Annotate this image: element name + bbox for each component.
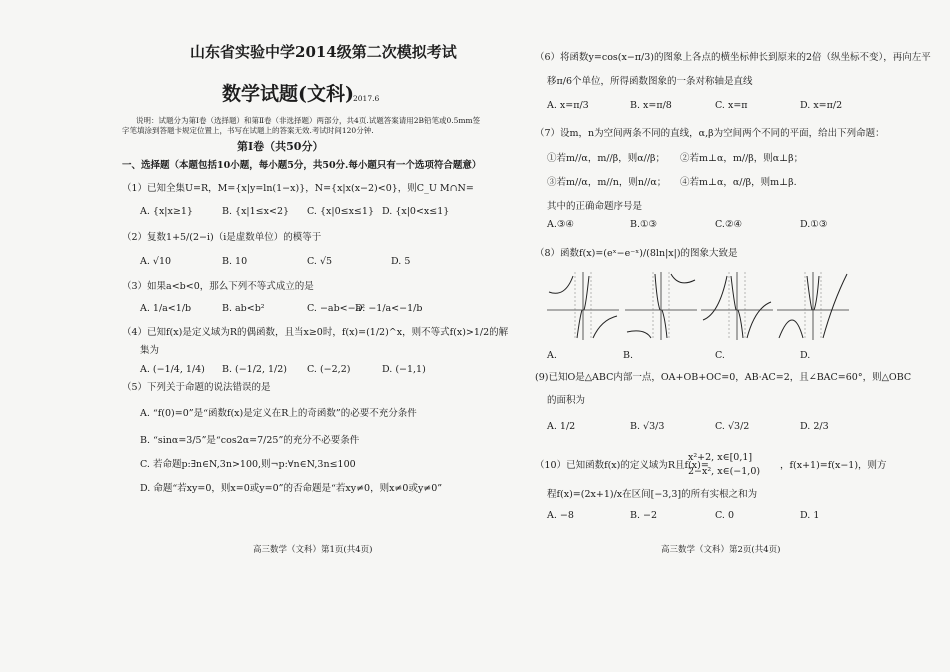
question-7-stem-2: 其中的正确命题序号是 (547, 201, 643, 212)
q2-option-d: D. 5 (391, 256, 411, 267)
right-page (475, 0, 950, 672)
q6-option-c: C. x=π (715, 100, 748, 111)
exam-title: 山东省实验中学2014级第二次模拟考试 (190, 43, 457, 61)
question-1-stem: （1）已知全集U=R，M={x|y=ln(1−x)}，N={x|x(x−2)<0}，则C_U M∩N= (122, 183, 474, 194)
q9-option-b: B. √3/3 (630, 421, 665, 432)
question-8-stem: （8）函数f(x)=(eˣ−e⁻ˣ)/(8ln|x|)的图象大致是 (535, 248, 738, 259)
q1-option-d: D. {x|0<x≤1} (382, 206, 450, 217)
section-title: 第Ⅰ卷（共50分） (237, 140, 324, 153)
q1-option-c: C. {x|0≤x≤1} (307, 206, 374, 217)
q3-option-a: A. 1/a<1/b (140, 303, 192, 314)
q10-option-b: B. −2 (630, 510, 658, 521)
q5-option-d: D. 命题“若xy=0，则x=0或y=0”的否命题是“若xy≠0，则x≠0或y≠0” (140, 483, 443, 494)
q3-option-c: C. −ab<−a² (307, 303, 366, 314)
q4-option-a: A. (−1/4, 1/4) (140, 364, 205, 375)
q6-option-b: B. x=π/8 (630, 100, 672, 111)
exam-date: 2017.6 (353, 94, 380, 103)
question-7-stem: （7）设m，n为空间两条不同的直线，α,β为空间两个不同的平面，给出下列命题： (535, 128, 885, 139)
q3-option-b: B. ab<b² (222, 303, 265, 314)
q7-option-d: D.①③ (800, 219, 828, 230)
q4-option-c: C. (−2,2) (307, 364, 351, 375)
q9-option-a: A. 1/2 (547, 421, 576, 432)
q7-proposition-2: ②若m⊥α，m//β，则α⊥β； (680, 153, 804, 164)
q5-option-a: A. “f(0)=0”是“函数f(x)是定义在R上的奇函数”的必要不充分条件 (140, 408, 417, 419)
instructions-line-2: 字笔填涂到答题卡规定位置上，书写在试题上的答案无效.考试时间120分钟. (122, 126, 374, 135)
left-footer: 高三数学（文科）第1页(共4页) (253, 545, 373, 555)
q6-option-d: D. x=π/2 (800, 100, 843, 111)
question-2-stem: （2）复数1+5/(2−i)（i是虚数单位）的模等于 (122, 232, 322, 243)
q7-proposition-1: ①若m//α，m//β，则α//β； (547, 153, 666, 164)
question-3-stem: （3）如果a<b<0，那么下列不等式成立的是 (122, 281, 314, 292)
q9-option-c: C. √3/2 (715, 421, 750, 432)
q10-piece-1: x²+2, x∈[0,1] (688, 452, 753, 463)
q10-option-a: A. −8 (547, 510, 574, 521)
q7-option-b: B.①③ (630, 219, 658, 230)
q6-option-a: A. x=π/3 (547, 100, 589, 111)
graph-a (547, 272, 619, 340)
question-10-stem-tail: ，f(x+1)=f(x−1)，则方 (780, 460, 887, 471)
q7-proposition-4: ④若m⊥α，α//β，则m⊥β. (680, 177, 797, 188)
question-9-stem-2: 的面积为 (547, 395, 586, 406)
q8-option-c: C. (715, 350, 725, 361)
q10-option-d: D. 1 (800, 510, 820, 521)
q3-option-d: D. −1/a<−1/b (355, 303, 423, 314)
instructions-line-1: 说明：试题分为第Ⅰ卷（选择题）和第Ⅱ卷（非选择题）两部分，共4页.试题答案请用2B铅笔或0.5mm签 (136, 116, 481, 125)
q10-piece-2: 2−x², x∈(−1,0) (688, 466, 761, 477)
question-6-stem-2: 移π/6个单位，所得函数图象的一条对称轴是直线 (547, 76, 753, 87)
q7-proposition-3: ③若m//α，m//n，则n//α； (547, 177, 667, 188)
subject-title: 数学试题(文科) (222, 83, 354, 105)
q10-option-c: C. 0 (715, 510, 735, 521)
question-5-stem: （5）下列关于命题的说法错误的是 (122, 382, 271, 393)
question-4-stem-2: 集为 (140, 345, 160, 356)
q4-option-b: B. (−1/2, 1/2) (222, 364, 288, 375)
question-10-stem: （10）已知函数f(x)的定义域为R且f(x)= (535, 460, 709, 471)
q5-option-c: C. 若命题p:∃n∈N,3n>100,则¬p:∀n∈N,3n≤100 (140, 459, 356, 470)
q2-option-b: B. 10 (222, 256, 248, 267)
q1-option-a: A. {x|x≥1} (140, 206, 193, 217)
q7-option-a: A.③④ (547, 219, 574, 230)
graph-b (625, 272, 697, 340)
q8-option-b: B. (623, 350, 634, 361)
question-9-stem: (9)已知O是△ABC内部一点，OA+OB+OC=0，AB·AC=2，且∠BAC=60°，则△OBC (535, 372, 912, 383)
q1-option-b: B. {x|1≤x<2} (222, 206, 290, 217)
question-6-stem: （6）将函数y=cos(x−π/3)的图象上各点的横坐标伸长到原来的2倍（纵坐标不变），再向左平 (535, 52, 931, 63)
question-4-stem: （4）已知f(x)是定义域为R的偶函数，且当x≥0时，f(x)=(1/2)^x，则不等式f(x)>1/2的解 (122, 327, 509, 338)
graph-c (701, 272, 773, 340)
q8-option-d: D. (800, 350, 811, 361)
q9-option-d: D. 2/3 (800, 421, 829, 432)
section-intro: 一、选择题（本题包括10小题，每小题5分，共50分.每小题只有一个选项符合题意） (122, 160, 482, 171)
graph-d (777, 272, 849, 340)
right-footer: 高三数学（文科）第2页(共4页) (661, 545, 781, 555)
q5-option-b: B. “sinα=3/5”是“cos2α=7/25”的充分不必要条件 (140, 435, 360, 446)
q2-option-c: C. √5 (307, 256, 333, 267)
q2-option-a: A. √10 (140, 256, 172, 267)
q4-option-d: D. (−1,1) (382, 364, 426, 375)
q7-option-c: C.②④ (715, 219, 742, 230)
question-10-stem-2: 程f(x)=(2x+1)/x在区间[−3,3]的所有实根之和为 (547, 489, 758, 500)
q8-option-a: A. (547, 350, 557, 361)
